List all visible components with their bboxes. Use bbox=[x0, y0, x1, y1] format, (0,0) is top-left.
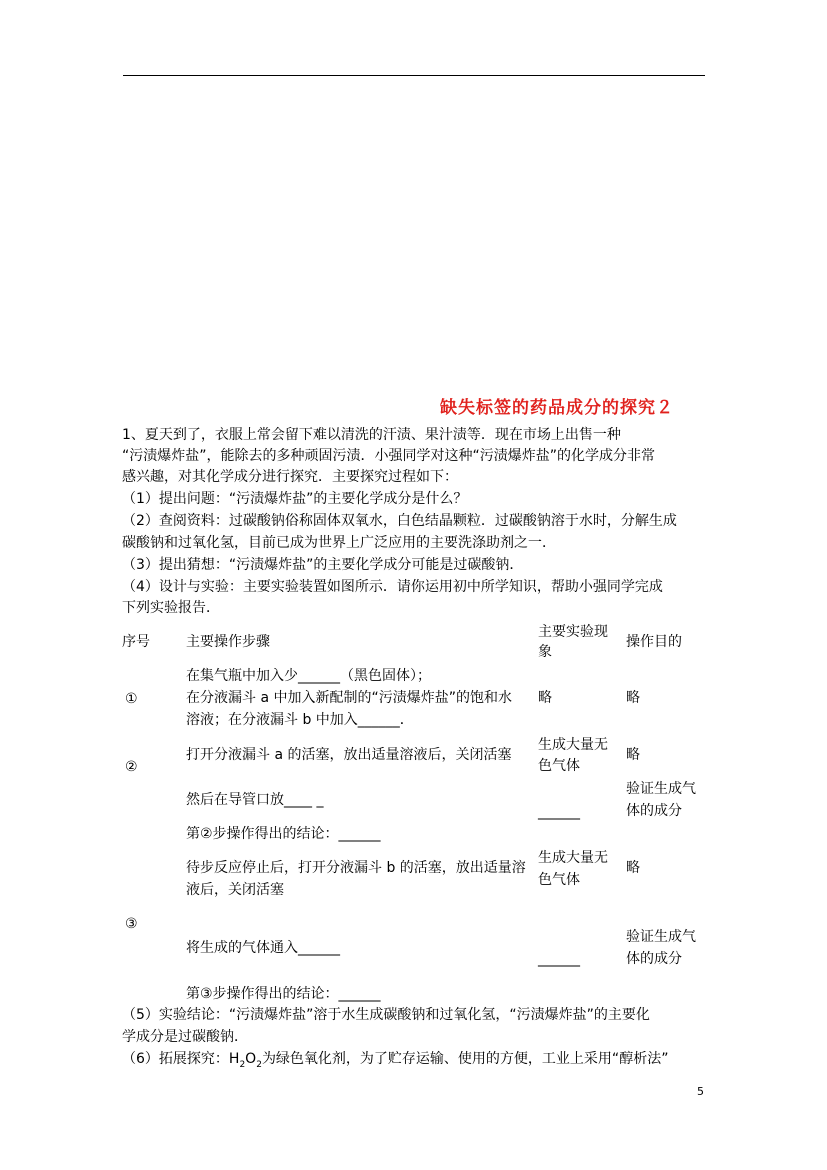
header-rule bbox=[123, 75, 705, 76]
intro-line: （1）提出问题：“污渍爆炸盐”的主要化学成分是什么？ bbox=[122, 491, 468, 507]
intro-line: 碳酸钠和过氧化氢，目前已成为世界上广泛应用的主要洗涤助剂之一． bbox=[122, 535, 556, 551]
conclusion-line: 学成分是过碳酸钠． bbox=[122, 1029, 248, 1045]
conclusion-line: （5）实验结论：“污渍爆炸盐”溶于水生成碳酸钠和过氧化氢，“污渍爆炸盐”的主要化 bbox=[122, 1007, 650, 1023]
row1-purpose: 略 bbox=[626, 690, 640, 706]
page-number: 5 bbox=[697, 1085, 704, 1098]
intro-line: 1、夏天到了，衣服上常会留下难以清洗的汗渍、果汁渍等．现在市场上出售一种 bbox=[122, 427, 621, 443]
row2-step: 打开分液漏斗 a 的活塞，放出适量溶液后，关闭活塞 bbox=[186, 747, 512, 763]
row3-phenomenon: 生成大量无 bbox=[538, 850, 608, 866]
row3-conclusion: 第③步操作得出的结论：______ bbox=[186, 986, 381, 1002]
row3-phenomenon-b: ______ bbox=[538, 951, 580, 967]
row2-step-b: 然后在导管口放____ _ bbox=[186, 792, 324, 808]
row2-purpose-b: 验证生成气 bbox=[626, 781, 696, 797]
intro-line: “污渍爆炸盐”，能除去的多种顽固污渍．小强同学对这种“污渍爆炸盐”的化学成分非常 bbox=[122, 448, 656, 464]
row2-phenomenon-b: ______ bbox=[538, 804, 580, 820]
row1-step: 溶液；在分液漏斗 b 中加入______． bbox=[186, 712, 414, 728]
subscript: 2 bbox=[239, 1059, 246, 1070]
extension-line bbox=[122, 1049, 712, 1076]
row3-purpose-b: 体的成分 bbox=[626, 951, 682, 967]
extension-text: O bbox=[245, 1051, 257, 1067]
row1-phenomenon: 略 bbox=[538, 690, 552, 706]
row2-purpose: 略 bbox=[626, 747, 640, 763]
header-no: 序号 bbox=[122, 634, 150, 650]
intro-line: 感兴趣，对其化学成分进行探究．主要探究过程如下： bbox=[122, 469, 458, 485]
intro-line: （2）查阅资料：过碳酸钠俗称固体双氧水，白色结晶颗粒．过碳酸钠溶于水时，分解生成 bbox=[122, 513, 677, 529]
intro-line: 下列实验报告． bbox=[122, 600, 220, 616]
row3-step-b: 将生成的气体通入______ bbox=[186, 940, 340, 956]
row3-phenomenon: 色气体 bbox=[538, 872, 580, 888]
document-title: 缺失标签的药品成分的探究２ bbox=[440, 398, 674, 418]
header-step: 主要操作步骤 bbox=[186, 634, 270, 650]
row1-step: 在分液漏斗 a 中加入新配制的“污渍爆炸盐”的饱和水 bbox=[186, 690, 512, 706]
intro-line: （3）提出猜想：“污渍爆炸盐”的主要化学成分可能是过碳酸钠． bbox=[122, 557, 524, 573]
header-purpose: 操作目的 bbox=[626, 634, 682, 650]
row1-step: 在集气瓶中加入少______（黑色固体）； bbox=[186, 668, 431, 684]
row1-number: ① bbox=[125, 691, 138, 707]
extension-text: 为绿色氧化剂，为了贮存运输、使用的方便，工业上采用“醇析法” bbox=[261, 1051, 669, 1067]
row2-phenomenon: 生成大量无 bbox=[538, 737, 608, 753]
header-phenomenon: 象 bbox=[538, 644, 552, 660]
row3-purpose: 略 bbox=[626, 860, 640, 876]
row3-purpose-b: 验证生成气 bbox=[626, 929, 696, 945]
row2-number: ② bbox=[125, 759, 138, 775]
row3-step: 待步反应停止后，打开分液漏斗 b 的活塞，放出适量溶 bbox=[186, 860, 526, 876]
row2-conclusion: 第②步操作得出的结论：______ bbox=[186, 826, 381, 842]
extension-text: （6）拓展探究：H bbox=[122, 1051, 240, 1067]
header-phenomenon: 主要实验现 bbox=[538, 624, 608, 640]
row2-purpose-b: 体的成分 bbox=[626, 803, 682, 819]
row3-number: ③ bbox=[125, 916, 138, 932]
row3-step: 液后，关闭活塞 bbox=[186, 882, 284, 898]
row2-phenomenon: 色气体 bbox=[538, 758, 580, 774]
subscript: 2 bbox=[256, 1059, 262, 1070]
intro-line: （4）设计与实验：主要实验装置如图所示．请你运用初中所学知识，帮助小强同学完成 bbox=[122, 579, 663, 595]
